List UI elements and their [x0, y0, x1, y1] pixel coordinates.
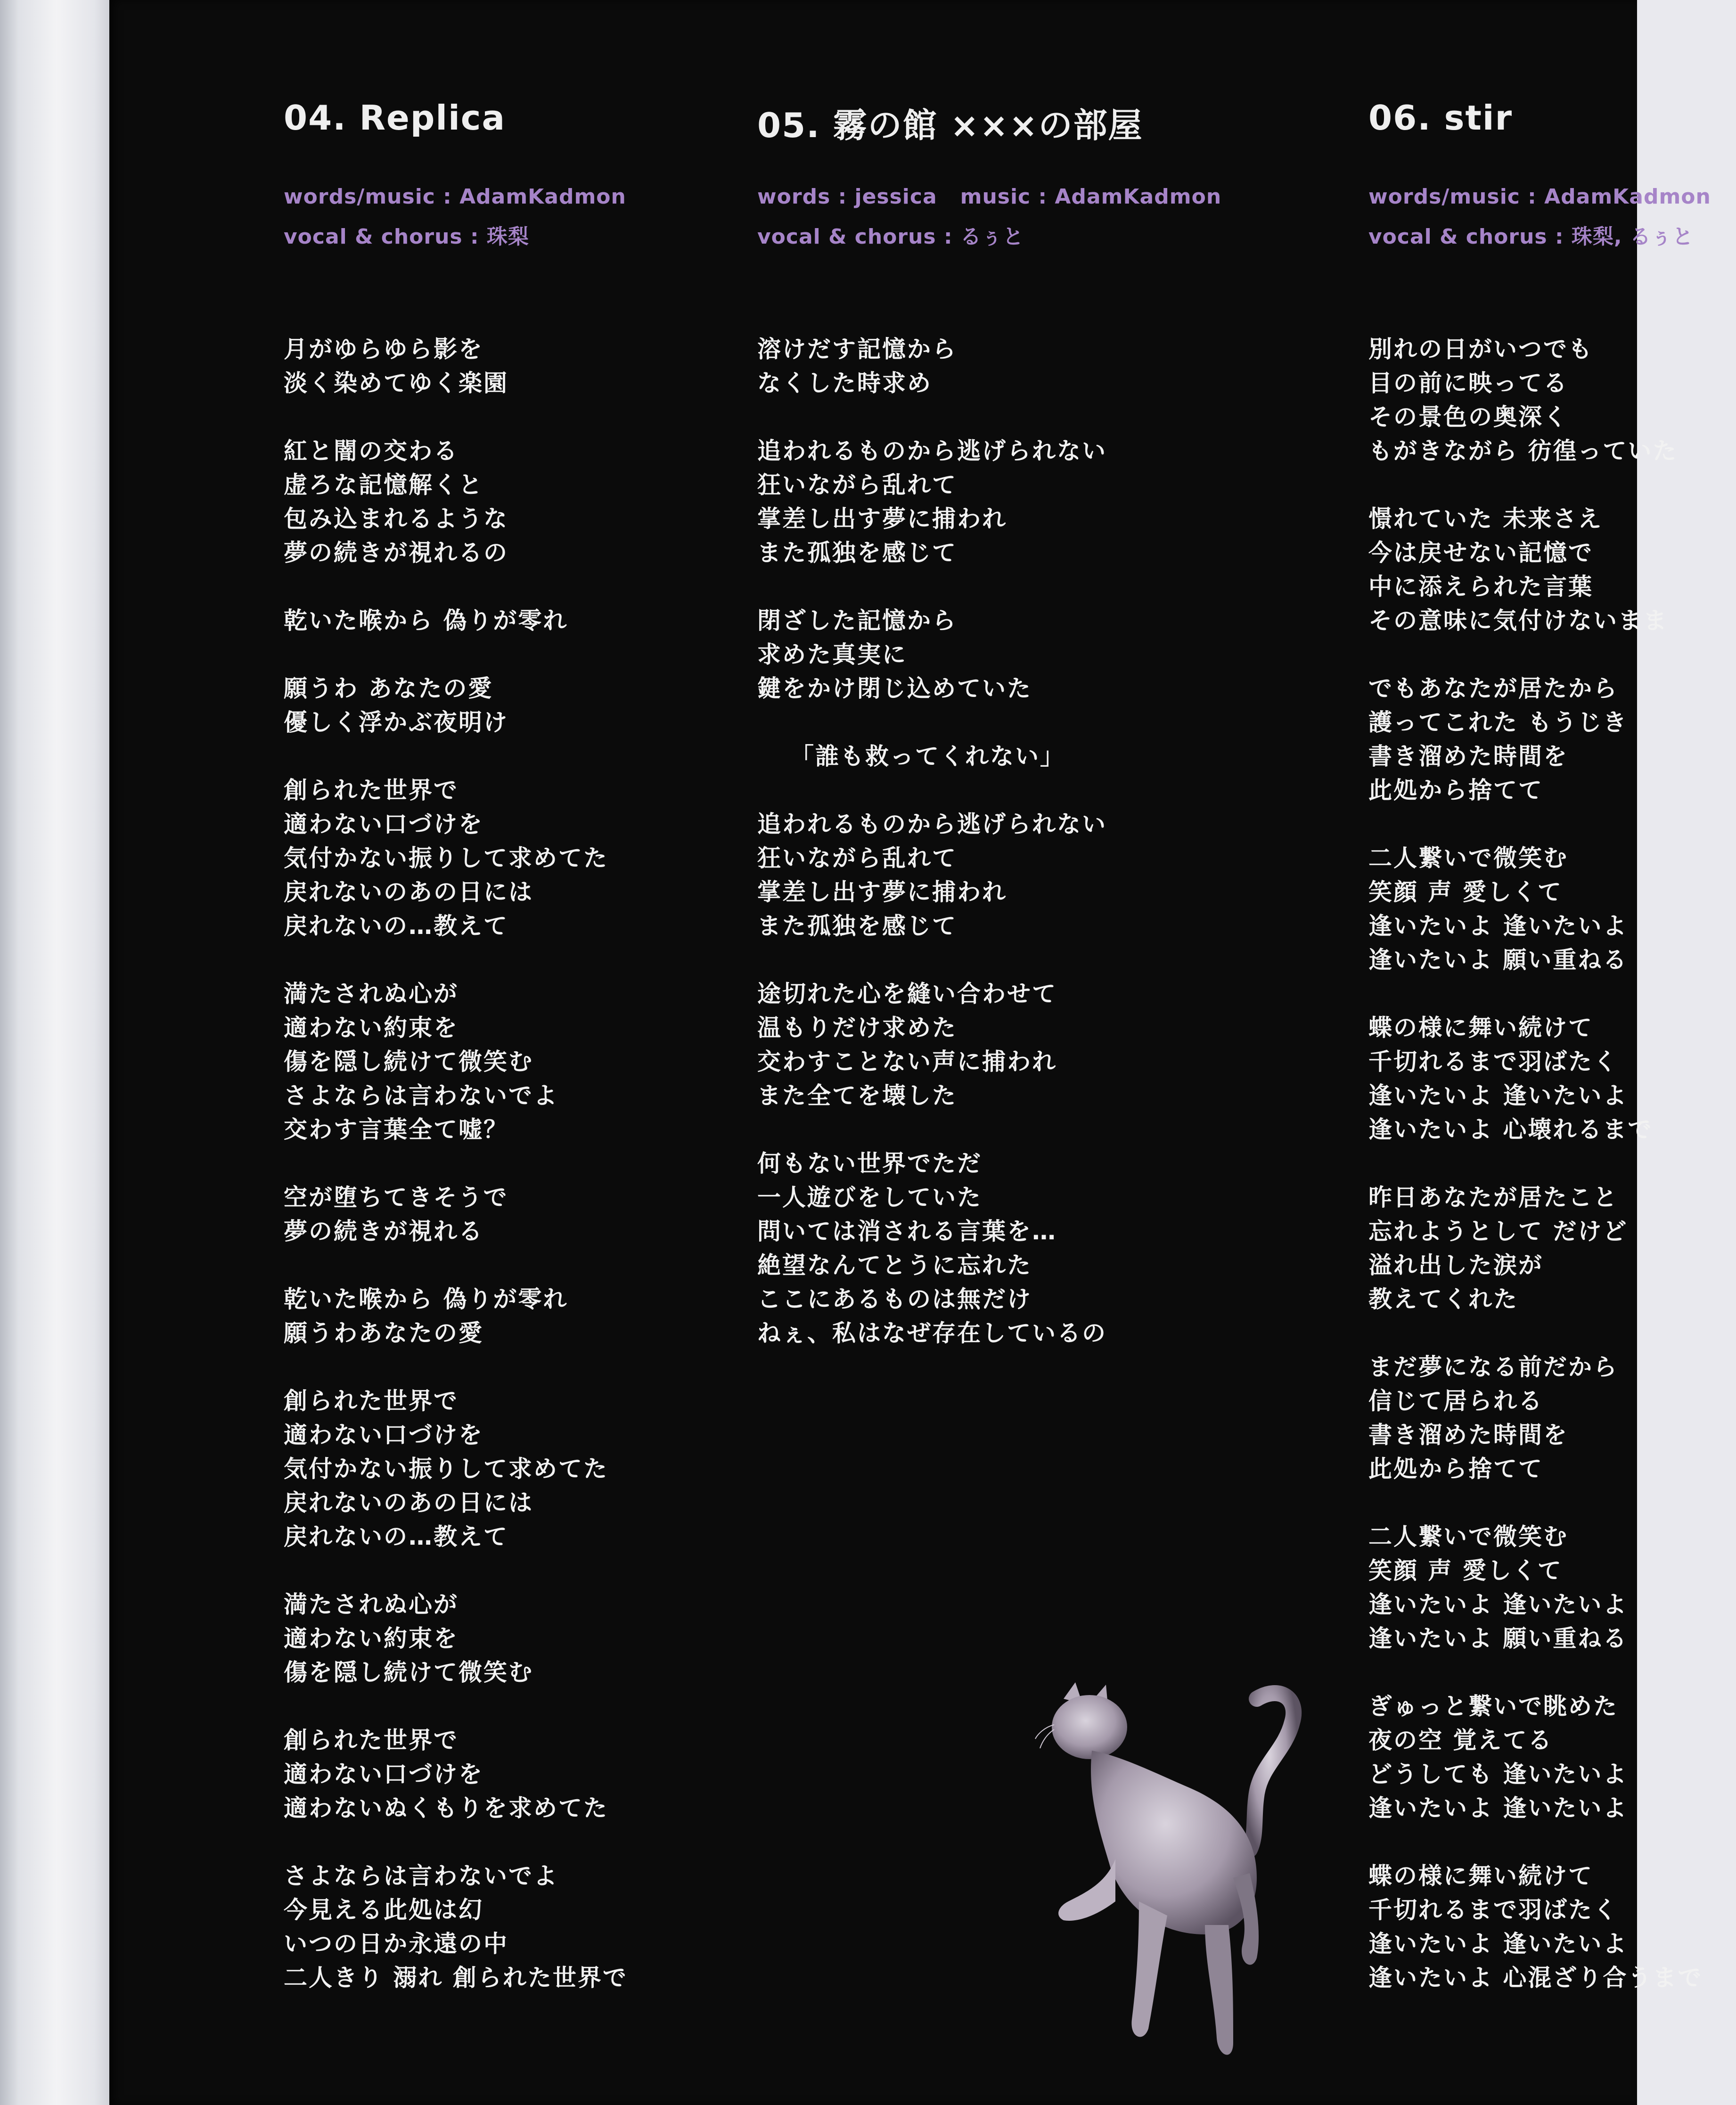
- lyric-line: さよならは言わないでよ: [284, 1862, 558, 1890]
- lyric-line: ここにあるものは無だけ: [757, 1286, 1032, 1313]
- lyric-line: 今見える此処は幻: [284, 1896, 483, 1924]
- lyric-line: 戻れないのあの日には: [284, 1489, 533, 1516]
- song-credit-writer: words/music : AdamKadmon: [1368, 185, 1711, 209]
- lyric-line: 適わない口づけを: [284, 1421, 483, 1449]
- lyrics-block: [1368, 332, 1703, 2029]
- lyric-stanza: [284, 773, 628, 943]
- lyric-line: 逢いたいよ 逢いたいよ: [1368, 1794, 1628, 1822]
- lyric-stanza: [284, 1384, 628, 1554]
- lyric-line: 逢いたいよ 逢いたいよ: [1368, 912, 1628, 940]
- lyric-stanza: [1368, 1689, 1703, 1825]
- booklet-spine: [0, 0, 111, 2105]
- lyric-line: 適わない約束を: [284, 1014, 459, 1041]
- lyric-line: 今は戻せない記憶で: [1368, 539, 1593, 566]
- lyric-line: 別れの日がいつでも: [1368, 336, 1593, 363]
- lyric-line: 掌差し出す夢に捕われ: [757, 505, 1007, 532]
- lyric-stanza: [284, 434, 628, 570]
- lyric-stanza: [1368, 841, 1703, 977]
- lyric-line: まだ夢になる前だから: [1368, 1353, 1618, 1381]
- song-credit-vocal: vocal & chorus : るぅと: [757, 225, 1024, 249]
- lyric-line: 夢の続きが視れるの: [284, 539, 508, 566]
- lyric-stanza: [284, 1180, 628, 1248]
- lyric-line: 傷を隠し続けて微笑む: [284, 1048, 533, 1075]
- lyric-line: 二人繋いで微笑む: [1368, 1523, 1568, 1550]
- lyric-line: 忘れようとして だけど: [1368, 1218, 1628, 1245]
- lyric-line: 逢いたいよ 願い重ねる: [1368, 1625, 1628, 1652]
- lyric-line: 適わない口づけを: [284, 1761, 483, 1788]
- lyric-line: 創られた世界で: [284, 1387, 459, 1415]
- lyric-line: でもあなたが居たから: [1368, 675, 1618, 702]
- lyric-line: また孤独を感じて: [757, 539, 957, 566]
- lyric-stanza: [757, 604, 1107, 705]
- lyric-line: 憬れていた 未来さえ: [1368, 505, 1603, 532]
- lyric-line: 創られた世界で: [284, 777, 459, 804]
- lyric-line: 求めた真実に: [757, 641, 907, 668]
- lyric-line: 鍵をかけ閉じ込めていた: [757, 675, 1032, 702]
- lyric-line: もがきながら 彷徨っていた: [1368, 437, 1678, 465]
- lyric-line: 中に添えられた言葉: [1368, 573, 1593, 600]
- lyric-line: 願うわ あなたの愛: [284, 675, 493, 702]
- lyric-line: 夢の続きが視れる: [284, 1218, 483, 1245]
- lyric-line: 教えてくれた: [1368, 1286, 1518, 1313]
- lyric-line: 逢いたいよ 逢いたいよ: [1368, 1082, 1628, 1109]
- lyric-line: 千切れるまで羽ばたく: [1368, 1896, 1618, 1924]
- lyric-line: 千切れるまで羽ばたく: [1368, 1048, 1618, 1075]
- lyric-line: 願うわあなたの愛: [284, 1319, 483, 1347]
- lyric-line: 絶望なんてとうに忘れた: [757, 1252, 1032, 1279]
- lyric-line: 月がゆらゆら影を: [284, 336, 483, 363]
- lyric-line: 適わない約束を: [284, 1625, 459, 1652]
- lyric-line: 交わす言葉全て嘘？: [284, 1116, 508, 1143]
- lyric-line: どうしても 逢いたいよ: [1368, 1761, 1628, 1788]
- lyric-line: 包み込まれるような: [284, 505, 508, 532]
- lyric-line: 戻れないのあの日には: [284, 878, 533, 906]
- lyric-stanza: [757, 977, 1107, 1113]
- lyric-stanza: [1368, 1520, 1703, 1655]
- song-credit-writer: words/music : AdamKadmon: [284, 185, 626, 209]
- lyric-line: 気付かない振りして求めてた: [284, 844, 608, 872]
- lyric-line: 此処から捨てて: [1368, 777, 1543, 804]
- lyric-stanza: [284, 1859, 628, 1995]
- lyric-stanza: [1368, 672, 1703, 807]
- lyric-line: 二人きり 溺れ 創られた世界で: [284, 1964, 628, 1991]
- song-credit-writer: words : jessica music : AdamKadmon: [757, 185, 1222, 209]
- song-credit-vocal: vocal & chorus : 珠梨, るぅと: [1368, 225, 1694, 249]
- lyric-line: その意味に気付けないまま: [1368, 607, 1668, 634]
- lyric-line: 適わない口づけを: [284, 811, 483, 838]
- lyric-line: 適わないぬくもりを求めてた: [284, 1794, 608, 1822]
- lyric-line: 昨日あなたが居たこと: [1368, 1184, 1618, 1211]
- lyric-line: 蝶の様に舞い続けて: [1368, 1014, 1593, 1041]
- lyrics-block: [757, 332, 1107, 1384]
- lyric-stanza: [284, 1723, 628, 1825]
- lyric-line: 逢いたいよ 逢いたいよ: [1368, 1591, 1628, 1618]
- lyric-line: さよならは言わないでよ: [284, 1082, 558, 1109]
- song-title: 04. Replica: [284, 98, 506, 138]
- lyric-stanza: [1368, 1180, 1703, 1316]
- song-title: 06. stir: [1368, 98, 1513, 138]
- lyric-line: 溶けだす記憶から: [757, 336, 957, 363]
- lyric-line: 問いては消される言葉を…: [757, 1218, 1057, 1245]
- lyric-line: 交わすことない声に捕われ: [757, 1048, 1057, 1075]
- song-credit-vocal: vocal & chorus : 珠梨: [284, 225, 529, 249]
- lyric-line: 虚ろな記憶解くと: [284, 471, 483, 499]
- lyrics-page: [109, 0, 1711, 2105]
- lyric-line: 戻れないの…教えて: [284, 1523, 508, 1550]
- lyric-line: 気付かない振りして求めてた: [284, 1455, 608, 1483]
- lyric-stanza: [757, 434, 1107, 570]
- lyric-stanza: [757, 332, 1107, 400]
- lyric-line: 一人遊びをしていた: [757, 1184, 982, 1211]
- lyric-line: 二人繋いで微笑む: [1368, 844, 1568, 872]
- lyric-line: 逢いたいよ 心混ざり合うまで: [1368, 1964, 1703, 1991]
- lyric-stanza: [757, 807, 1107, 943]
- lyric-stanza: [284, 604, 628, 638]
- lyric-stanza: [284, 332, 628, 400]
- lyric-line: ねぇ、私はなぜ存在しているの: [757, 1319, 1107, 1347]
- lyric-line: 溢れ出した涙が: [1368, 1252, 1543, 1279]
- lyric-line: 空が堕ちてきそうで: [284, 1184, 508, 1211]
- lyric-line: また全てを壊した: [757, 1082, 957, 1109]
- lyric-line: 何もない世界でただ: [757, 1150, 982, 1177]
- lyric-line: 護ってこれた もうじき: [1368, 709, 1628, 736]
- lyric-line: その景色の奥深く: [1368, 403, 1568, 431]
- lyric-line: 夜の空 覚えてる: [1368, 1727, 1553, 1754]
- lyric-line: 笑顔 声 愛しくて: [1368, 1557, 1563, 1584]
- lyric-line: 狂いながら乱れて: [757, 471, 957, 499]
- lyric-line: 蝶の様に舞い続けて: [1368, 1862, 1593, 1890]
- lyric-stanza: [284, 1588, 628, 1689]
- lyric-line: 「誰も救ってくれない」: [790, 743, 1065, 770]
- lyric-stanza: [757, 1147, 1107, 1350]
- lyric-line: 傷を隠し続けて微笑む: [284, 1659, 533, 1686]
- lyric-line: 途切れた心を縫い合わせて: [757, 980, 1057, 1007]
- lyric-line: 笑顔 声 愛しくて: [1368, 878, 1563, 906]
- lyric-line: 満たされぬ心が: [284, 1591, 459, 1618]
- lyric-line: 追われるものから逃げられない: [757, 811, 1107, 838]
- song-title: 05. 霧の館 ×××の部屋: [757, 106, 1143, 145]
- lyric-line: 温もりだけ求めた: [757, 1014, 957, 1041]
- lyric-stanza: [1368, 1350, 1703, 1486]
- lyric-line: 目の前に映ってる: [1368, 369, 1568, 397]
- lyric-line: 狂いながら乱れて: [757, 844, 957, 872]
- lyrics-block: [284, 332, 628, 2029]
- lyric-line: 書き溜めた時間を: [1368, 1421, 1568, 1449]
- lyric-line: また孤独を感じて: [757, 912, 957, 940]
- lyric-stanza: [1368, 502, 1703, 638]
- lyric-line: 優しく浮かぶ夜明け: [284, 709, 508, 736]
- lyric-line: 信じて居られる: [1368, 1387, 1543, 1415]
- lyric-line: 乾いた喉から 偽りが零れ: [284, 1286, 568, 1313]
- lyric-line: 書き溜めた時間を: [1368, 743, 1568, 770]
- lyric-line: 追われるものから逃げられない: [757, 437, 1107, 465]
- lyric-line: 逢いたいよ 逢いたいよ: [1368, 1930, 1628, 1958]
- lyric-stanza: [284, 672, 628, 739]
- lyric-line: 創られた世界で: [284, 1727, 459, 1754]
- lyric-line: なくした時求め: [757, 369, 932, 397]
- lyric-stanza: [1368, 332, 1703, 468]
- lyric-stanza: [757, 739, 1107, 773]
- lyric-stanza: [284, 977, 628, 1147]
- lyric-stanza: [284, 1282, 628, 1350]
- lyric-line: 淡く染めてゆく楽園: [284, 369, 508, 397]
- lyric-stanza: [1368, 1859, 1703, 1995]
- lyric-line: 此処から捨てて: [1368, 1455, 1543, 1483]
- lyric-stanza: [1368, 1011, 1703, 1147]
- lyric-line: 乾いた喉から 偽りが零れ: [284, 607, 568, 634]
- cat-illustration: [1035, 1680, 1309, 2080]
- lyric-line: 閉ざした記憶から: [757, 607, 957, 634]
- lyric-line: 紅と闇の交わる: [284, 437, 459, 465]
- lyric-line: 逢いたいよ 願い重ねる: [1368, 946, 1628, 974]
- lyric-line: いつの日か永遠の中: [284, 1930, 508, 1958]
- lyric-line: 戻れないの…教えて: [284, 912, 508, 940]
- lyric-line: ぎゅっと繋いで眺めた: [1368, 1693, 1618, 1720]
- lyric-line: 満たされぬ心が: [284, 980, 459, 1007]
- lyric-line: 掌差し出す夢に捕われ: [757, 878, 1007, 906]
- lyric-line: 逢いたいよ 心壊れるまで: [1368, 1116, 1653, 1143]
